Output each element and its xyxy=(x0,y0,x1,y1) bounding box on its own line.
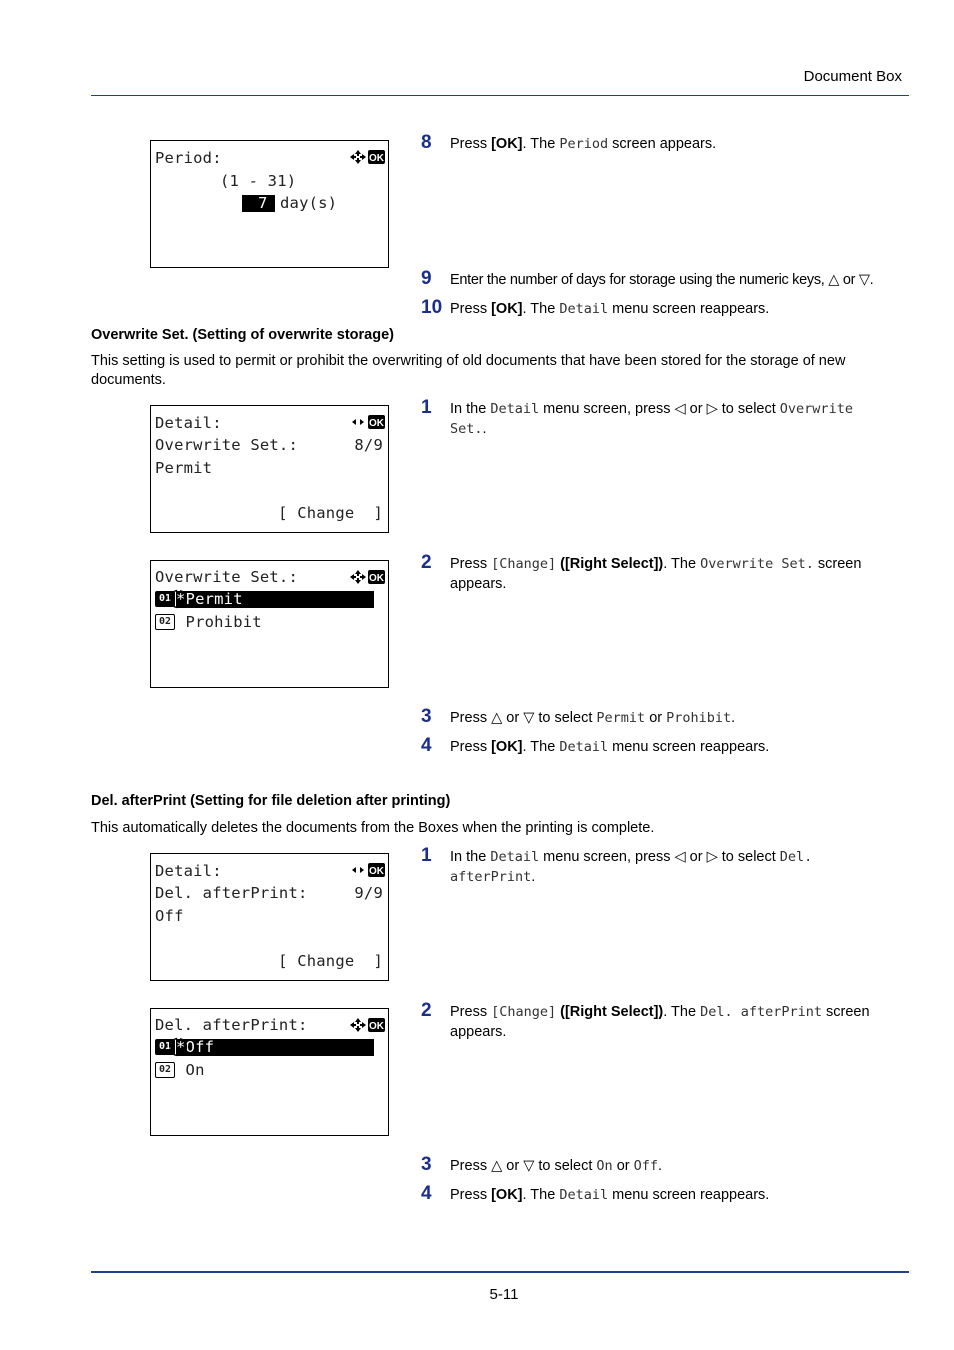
left-right-ok-icon xyxy=(349,414,385,430)
option-number-icon: 02 xyxy=(155,1062,175,1078)
lcd-option-selected: *Permit xyxy=(176,590,243,608)
svg-text:OK: OK xyxy=(369,866,384,877)
step-number: 3 xyxy=(421,1154,432,1175)
step-number: 3 xyxy=(421,706,432,727)
lcd-line-title: Del. afterPrint: xyxy=(155,1016,308,1034)
svg-text:OK: OK xyxy=(369,153,384,164)
page-number: 5-11 xyxy=(489,1286,519,1303)
lcd-line-range: (1 - 31) xyxy=(220,172,297,190)
step-text: Press [OK]. The Detail menu screen reappears. xyxy=(450,301,770,317)
lcd-line-title: Overwrite Set.: xyxy=(155,568,298,586)
step-text: Press [OK]. The Period screen appears. xyxy=(450,136,717,152)
lcd-change-softkey: [ Change ] xyxy=(278,504,383,522)
step-text: Enter the number of days for storage using the numeric keys, △ or ▽. xyxy=(450,272,874,288)
step-number: 4 xyxy=(421,735,432,756)
option-number-icon: 01 xyxy=(155,1039,175,1055)
delafter-select-lcd xyxy=(150,1008,389,1136)
lcd-line-title: Detail: xyxy=(155,862,222,880)
option-number-icon: 01 xyxy=(155,591,175,607)
cross-ok-icon xyxy=(349,149,385,165)
lcd-line-item: Overwrite Set.: xyxy=(155,436,298,454)
section-title-overwrite: Overwrite Set. (Setting of overwrite storage) xyxy=(91,327,394,343)
lcd-line-value: Permit xyxy=(155,459,213,477)
step-text: Press [OK]. The Detail menu screen reappears. xyxy=(450,739,770,755)
cross-ok-icon xyxy=(349,1017,385,1033)
cross-ok-icon xyxy=(349,569,385,585)
lcd-option-selected: *Off xyxy=(176,1038,215,1056)
cursor-icon xyxy=(167,1036,189,1058)
step-number: 8 xyxy=(421,132,432,153)
lcd-value: 7 xyxy=(258,194,268,212)
lcd-line-title: Period: xyxy=(155,149,222,167)
lcd-page-indicator: 8/9 xyxy=(354,436,383,454)
lcd-option: On xyxy=(176,1061,205,1079)
header-rule xyxy=(91,95,909,96)
lcd-line-title: Detail: xyxy=(155,414,222,432)
step-number: 2 xyxy=(421,552,432,573)
lcd-page-indicator: 9/9 xyxy=(354,884,383,902)
step-text: In the Detail menu screen, press ◁ or ▷ to select Del. afterPrint. xyxy=(450,849,813,885)
svg-text:OK: OK xyxy=(369,418,384,429)
step-text: In the Detail menu screen, press ◁ or ▷ to select Overwrite Set.. xyxy=(450,401,853,437)
lcd-line-item: Del. afterPrint: xyxy=(155,884,308,902)
lcd-option: Prohibit xyxy=(176,613,262,631)
step-text: Press △ or ▽ to select Permit or Prohibit. xyxy=(450,710,736,726)
svg-text:OK: OK xyxy=(369,573,384,584)
footer-rule xyxy=(91,1271,909,1273)
step-number: 1 xyxy=(421,397,432,418)
step-number: 2 xyxy=(421,1000,432,1021)
section-description-delafter: This automatically deletes the documents from the Boxes when the printing is complete. xyxy=(91,820,655,836)
cursor-icon xyxy=(167,588,189,610)
step-text: Press [Change] ([Right Select]). The Del. afterPrint screen appears. xyxy=(450,1004,870,1040)
lcd-unit: day(s) xyxy=(280,194,338,212)
section-description-overwrite: This setting is used to permit or prohibit the overwriting of old documents that have been stored for the storage of new documents. xyxy=(91,353,846,388)
step-number: 4 xyxy=(421,1183,432,1204)
svg-text:OK: OK xyxy=(369,1021,384,1032)
lcd-change-softkey: [ Change ] xyxy=(278,952,383,970)
step-number: 1 xyxy=(421,845,432,866)
overwrite-detail-lcd xyxy=(150,405,389,533)
step-number: 9 xyxy=(421,268,432,289)
step-text: Press [OK]. The Detail menu screen reappears. xyxy=(450,1187,770,1203)
delafter-detail-lcd xyxy=(150,853,389,981)
period-lcd-screen xyxy=(150,140,389,268)
step-number: 10 xyxy=(421,297,443,318)
lcd-line-value: Off xyxy=(155,907,184,925)
page-header-title: Document Box xyxy=(803,68,902,85)
step-text: Press △ or ▽ to select On or Off. xyxy=(450,1158,663,1174)
overwrite-select-lcd xyxy=(150,560,389,688)
option-number-icon: 02 xyxy=(155,614,175,630)
section-title-delafter: Del. afterPrint (Setting for file deletion after printing) xyxy=(91,793,451,809)
step-text: Press [Change] ([Right Select]). The Overwrite Set. screen appears. xyxy=(450,556,862,592)
left-right-ok-icon xyxy=(349,862,385,878)
